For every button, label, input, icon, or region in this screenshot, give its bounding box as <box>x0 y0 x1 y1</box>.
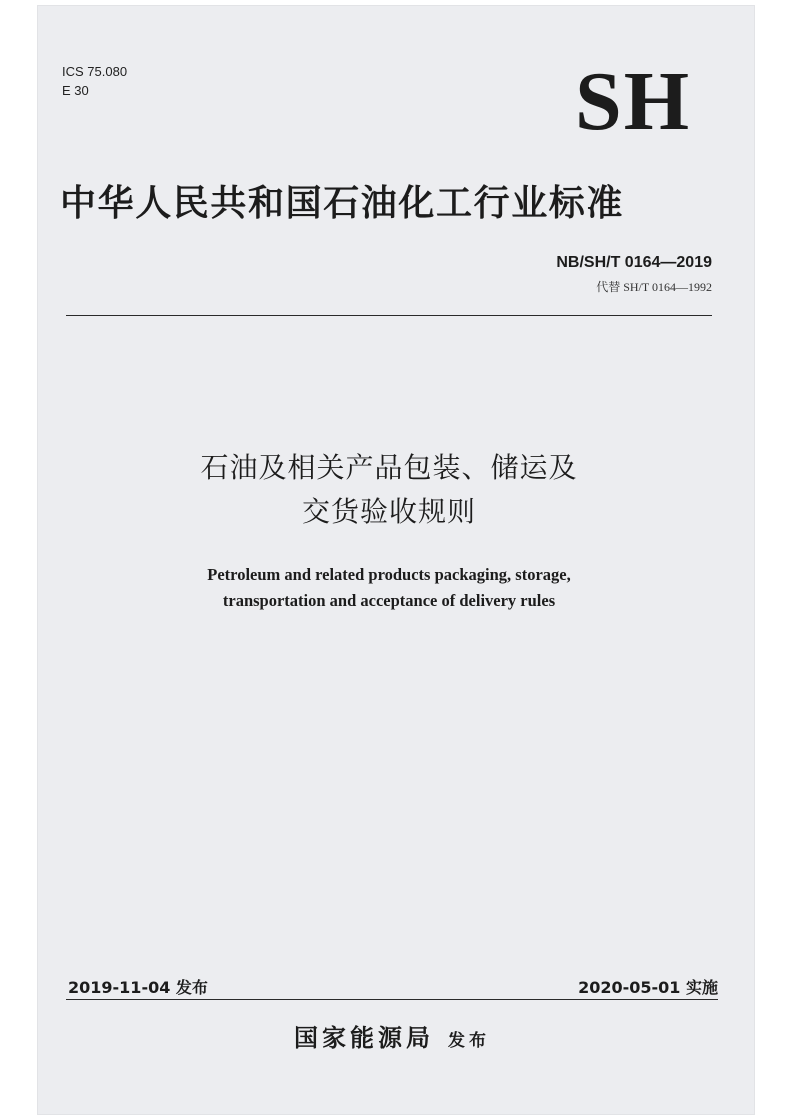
title-english <box>66 562 712 614</box>
title-chinese <box>66 446 712 534</box>
classification-codes <box>62 62 127 100</box>
title-chinese-line-2: 交货验收规则 <box>301 495 476 528</box>
replaces-note: 代替 SH/T 0164—1992 <box>596 280 712 294</box>
header-divider <box>66 315 712 316</box>
footer-divider <box>66 999 718 1000</box>
title-english-line-2: transportation and acceptance of delivery rules <box>222 591 556 610</box>
effective-date: 2020-05-01 实施 <box>578 978 718 997</box>
standard-name: 中华人民共和国石油化工行业标准 <box>60 183 625 224</box>
document-page <box>38 6 754 1114</box>
title-chinese-line-1: 石油及相关产品包装、储运及 <box>200 451 578 484</box>
ccs-code: E 30 <box>62 83 89 98</box>
publisher-name: 国家能源局 <box>294 1024 434 1052</box>
sh-logo: SH <box>575 55 692 148</box>
standard-number: NB/SH/T 0164—2019 <box>556 254 712 271</box>
publisher <box>66 1018 718 1053</box>
publisher-suffix: 发布 <box>448 1031 490 1051</box>
issue-date: 2019-11-04 发布 <box>68 978 208 997</box>
title-english-line-1: Petroleum and related products packaging, storage, <box>207 565 571 584</box>
ics-code: ICS 75.080 <box>62 64 128 79</box>
